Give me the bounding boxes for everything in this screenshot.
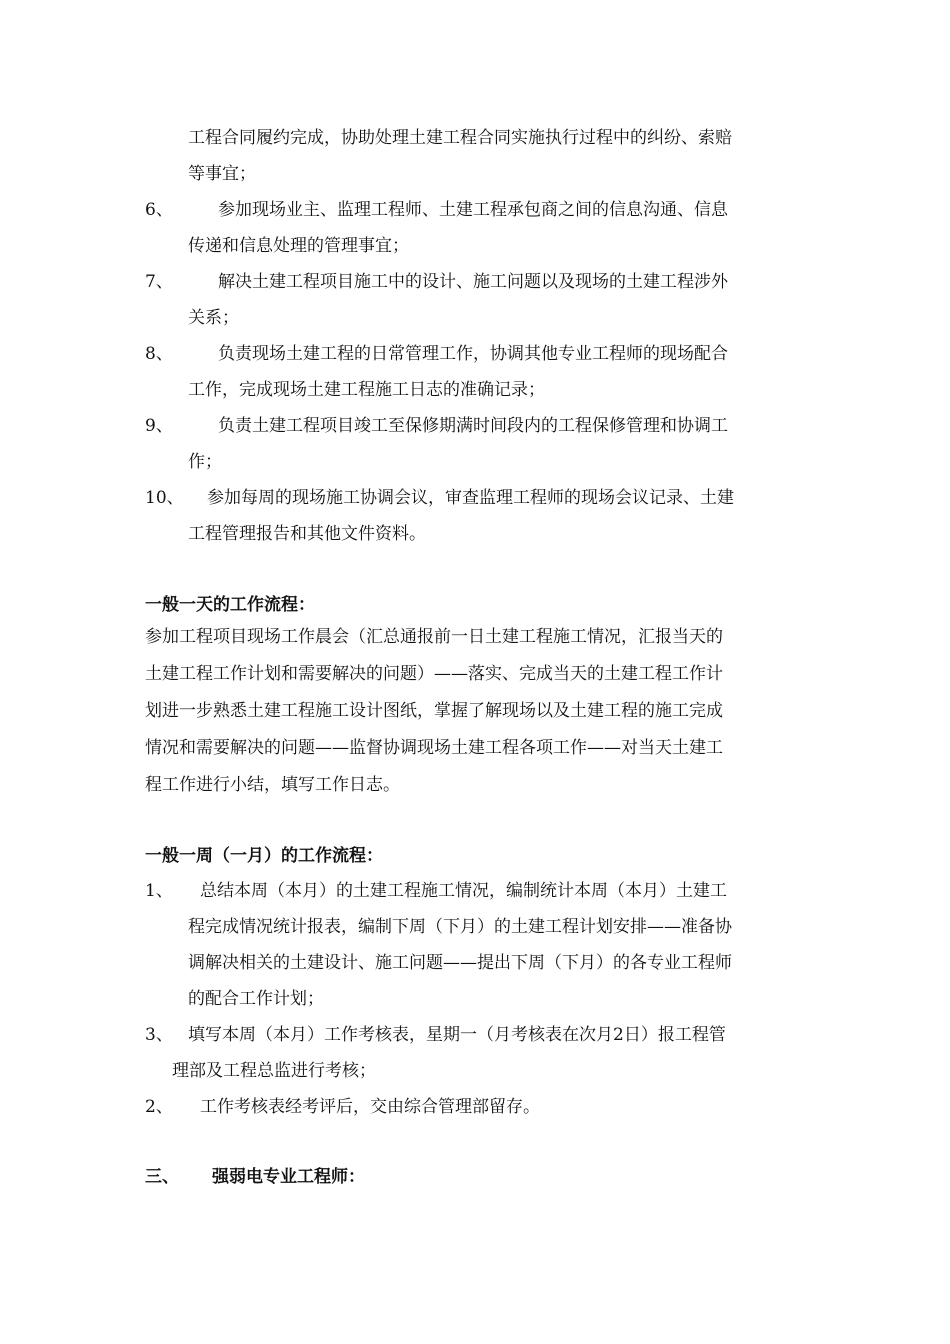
daily-workflow-heading: 一般一天的工作流程： bbox=[145, 595, 315, 615]
weekly-item-2-number: 2、 bbox=[145, 1097, 173, 1117]
daily-paragraph-line-5: 程工作进行小结，填写工作日志。 bbox=[145, 775, 400, 795]
list-item-5-line-1: 工程合同履约完成，协助处理土建工程合同实施执行过程中的纠纷、索赔 bbox=[188, 128, 732, 148]
list-item-8-line-2: 工作，完成现场土建工程施工日志的准确记录； bbox=[188, 380, 545, 400]
list-item-10-line-2: 工程管理报告和其他文件资料。 bbox=[188, 524, 426, 544]
section-3-title: 强弱电专业工程师： bbox=[212, 1167, 365, 1187]
weekly-item-1-line-1: 总结本周（本月）的土建工程施工情况，编制统计本周（本月）土建工 bbox=[200, 881, 727, 901]
list-item-8-number: 8、 bbox=[145, 344, 173, 364]
weekly-item-1-line-3: 调解决相关的土建设计、施工问题——提出下周（下月）的各专业工程师 bbox=[188, 953, 732, 973]
list-item-10-line-1: 参加每周的现场施工协调会议，审查监理工程师的现场会议记录、土建 bbox=[207, 488, 734, 508]
list-item-6-line-2: 传递和信息处理的管理事宜； bbox=[188, 236, 409, 256]
weekly-item-2-line-1: 工作考核表经考评后，交由综合管理部留存。 bbox=[200, 1097, 540, 1117]
list-item-9-number: 9、 bbox=[145, 416, 173, 436]
weekly-item-1-line-4: 的配合工作计划； bbox=[188, 989, 324, 1009]
list-item-9-line-2: 作； bbox=[188, 452, 222, 472]
list-item-8-line-1: 负责现场土建工程的日常管理工作，协调其他专业工程师的现场配合 bbox=[218, 344, 728, 364]
weekly-item-3-line-1: 填写本周（本月）工作考核表，星期一（月考核表在次月2日）报工程管 bbox=[188, 1025, 726, 1045]
list-item-6-line-1: 参加现场业主、监理工程师、土建工程承包商之间的信息沟通、信息 bbox=[218, 200, 728, 220]
weekly-item-1-number: 1、 bbox=[145, 881, 173, 901]
weekly-item-3-number: 3、 bbox=[145, 1025, 173, 1045]
daily-paragraph-line-4: 情况和需要解决的问题——监督协调现场土建工程各项工作——对当天土建工 bbox=[145, 738, 723, 758]
weekly-item-1-line-2: 程完成情况统计报表，编制下周（下月）的土建工程计划安排——准备协 bbox=[188, 917, 732, 937]
weekly-item-3-line-2: 理部及工程总监进行考核； bbox=[172, 1061, 376, 1081]
list-item-7-line-1: 解决土建工程项目施工中的设计、施工问题以及现场的土建工程涉外 bbox=[218, 272, 728, 292]
daily-paragraph-line-2: 土建工程工作计划和需要解决的问题）——落实、完成当天的土建工程工作计 bbox=[145, 664, 723, 684]
weekly-workflow-heading: 一般一周（一月）的工作流程： bbox=[145, 846, 383, 866]
daily-paragraph-line-1: 参加工程项目现场工作晨会（汇总通报前一日土建工程施工情况，汇报当天的 bbox=[145, 627, 723, 647]
list-item-5-line-2: 等事宜； bbox=[188, 164, 256, 184]
list-item-7-line-2: 关系； bbox=[188, 308, 239, 328]
list-item-7-number: 7、 bbox=[145, 272, 173, 292]
daily-paragraph-line-3: 划进一步熟悉土建工程施工设计图纸，掌握了解现场以及土建工程的施工完成 bbox=[145, 701, 723, 721]
list-item-10-number: 10、 bbox=[145, 488, 184, 508]
section-3-number: 三、 bbox=[145, 1167, 179, 1187]
list-item-6-number: 6、 bbox=[145, 200, 173, 220]
list-item-9-line-1: 负责土建工程项目竣工至保修期满时间段内的工程保修管理和协调工 bbox=[218, 416, 728, 436]
